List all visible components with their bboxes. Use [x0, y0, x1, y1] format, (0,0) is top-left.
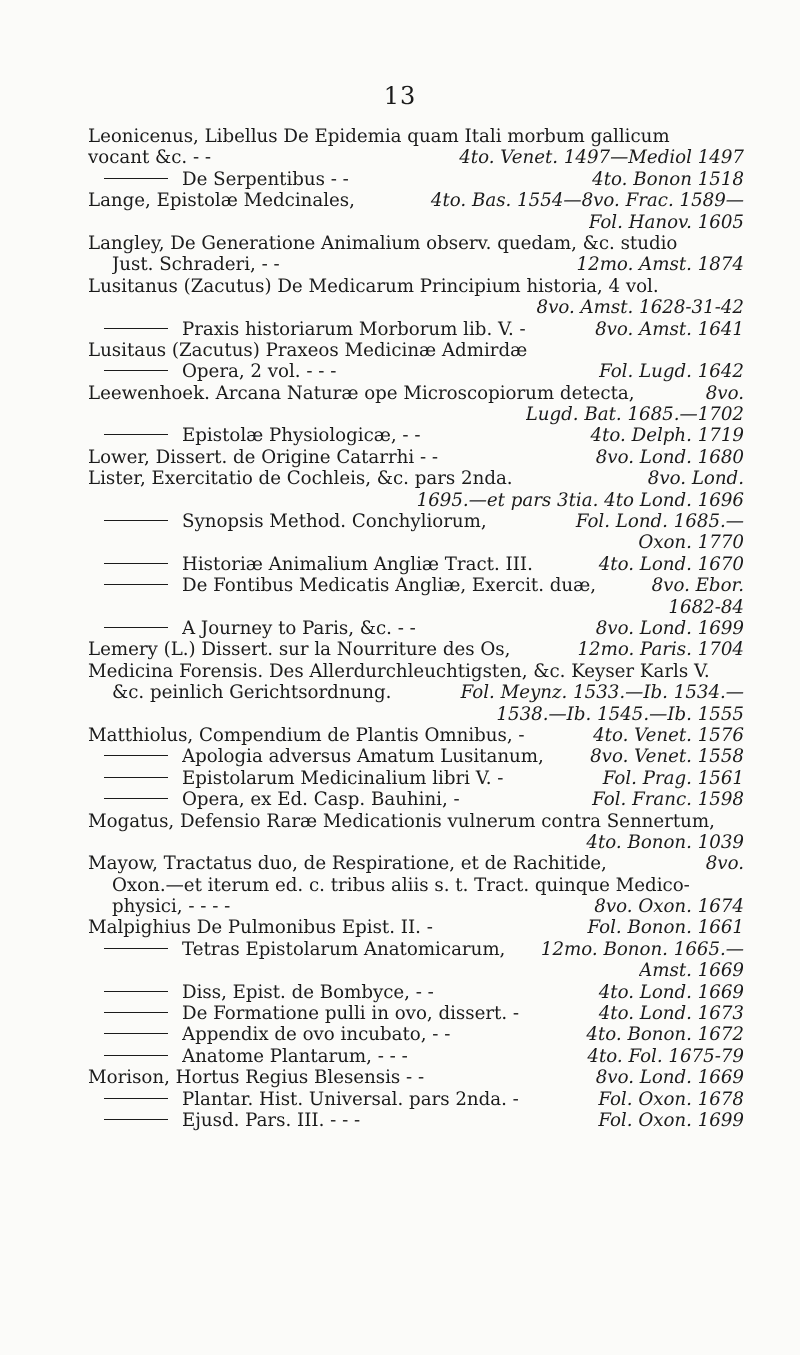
entry-imprint: 4to. Bonon. 1039	[586, 831, 744, 853]
entry-imprint: Fol. Oxon. 1699	[598, 1109, 744, 1131]
entry-title: Lemery (L.) Dissert. sur la Nourriture des Os,	[88, 639, 511, 661]
bibliography-line	[88, 147, 744, 168]
entry-title: Lusitaus (Zacutus) Praxeos Medicinæ Admirdæ	[88, 339, 528, 361]
entry-title: A Journey to Paris, &c. - -	[182, 617, 416, 639]
bibliography-line	[88, 319, 744, 340]
bibliography-line	[88, 639, 744, 660]
bibliography-line	[88, 725, 744, 746]
entry-title: Opera, 2 vol. - - -	[182, 361, 337, 383]
bibliography-line	[88, 853, 744, 874]
ditto-dash	[104, 627, 168, 628]
entry-title: Just. Schraderi, - -	[112, 254, 280, 276]
page-number: 13	[383, 82, 417, 110]
entry-imprint: 8vo. Amst. 1641	[595, 318, 744, 340]
entry-imprint: Fol. Prag. 1561	[602, 767, 744, 789]
bibliography-line	[88, 746, 744, 767]
entry-imprint-continued: 1538.—Ib. 1545.—Ib. 1555	[496, 703, 744, 725]
entry-title: Diss, Epist. de Bombyce, - -	[182, 981, 434, 1003]
bibliography-line	[88, 661, 744, 682]
entry-imprint-continued: Amst. 1669	[639, 960, 744, 982]
entry-imprint: Fol. Meynz. 1533.—Ib. 1534.—	[460, 682, 744, 704]
entry-title: Praxis historiarum Morborum lib. V. -	[182, 318, 526, 340]
ditto-dash	[104, 777, 168, 778]
entry-title: &c. peinlich Gerichtsordnung.	[112, 682, 392, 704]
bibliography-list	[88, 126, 744, 1131]
bibliography-line	[88, 511, 744, 532]
bibliography-line	[88, 875, 744, 896]
bibliography-line	[88, 340, 744, 361]
bibliography-line	[88, 789, 744, 810]
entry-imprint-continued: Fol. Hanov. 1605	[588, 211, 744, 233]
entry-title: Plantar. Hist. Universal. pars 2nda. -	[182, 1088, 519, 1110]
entry-title: vocant &c. - -	[88, 147, 212, 169]
bibliography-line	[88, 917, 744, 938]
entry-title: Epistolæ Physiologicæ, - -	[182, 425, 421, 447]
entry-title: Lusitanus (Zacutus) De Medicarum Principium historia, 4 vol.	[88, 275, 659, 297]
bibliography-line	[88, 1024, 744, 1045]
entry-imprint: 8vo.	[705, 853, 744, 875]
bibliography-line	[88, 383, 744, 404]
bibliography-line	[88, 254, 744, 275]
bibliography-line	[88, 896, 744, 917]
entry-title: Lower, Dissert. de Origine Catarrhi - -	[88, 446, 439, 468]
entry-title: Synopsis Method. Conchyliorum,	[182, 511, 487, 533]
ditto-dash	[104, 1012, 168, 1013]
bibliography-line	[88, 575, 744, 596]
entry-imprint: 8vo.	[705, 382, 744, 404]
entry-title: Opera, ex Ed. Casp. Bauhini, -	[182, 789, 460, 811]
ditto-dash	[104, 328, 168, 329]
entry-title: De Formatione pulli in ovo, dissert. -	[182, 1003, 520, 1025]
entry-title: Langley, De Generatione Animalium observ. quedam, &c. studio	[88, 232, 678, 254]
entry-imprint: Fol. Lond. 1685.—	[575, 511, 744, 533]
ditto-dash	[104, 520, 168, 521]
ditto-dash	[104, 798, 168, 799]
bibliography-line	[88, 169, 744, 190]
entry-imprint-continued: 1695.—et pars 3tia. 4to Lond. 1696	[416, 489, 744, 511]
entry-imprint: Fol. Bonon. 1661	[587, 917, 744, 939]
ditto-dash	[104, 755, 168, 756]
bibliography-line	[88, 297, 744, 318]
ditto-dash	[104, 370, 168, 371]
bibliography-line	[88, 832, 744, 853]
entry-imprint: 12mo. Amst. 1874	[576, 254, 744, 276]
bibliography-line	[88, 233, 744, 254]
ditto-dash	[104, 178, 168, 179]
entry-title: De Fontibus Medicatis Angliæ, Exercit. duæ,	[182, 575, 597, 597]
bibliography-line	[88, 126, 744, 147]
entry-imprint: 12mo. Paris. 1704	[577, 639, 744, 661]
bibliography-line	[88, 447, 744, 468]
bibliography-line	[88, 404, 744, 425]
entry-imprint: Fol. Lugd. 1642	[599, 361, 744, 383]
entry-title: Ejusd. Pars. III. - - -	[182, 1109, 361, 1131]
entry-imprint: 4to. Delph. 1719	[590, 425, 744, 447]
entry-title: Tetras Epistolarum Anatomicarum,	[182, 938, 506, 960]
bibliography-line	[88, 982, 744, 1003]
bibliography-line	[88, 811, 744, 832]
entry-imprint: 4to. Bonon 1518	[592, 168, 744, 190]
bibliography-line	[88, 939, 744, 960]
bibliography-line	[88, 490, 744, 511]
entry-imprint: 4to. Fol. 1675-79	[587, 1045, 744, 1067]
bibliography-line	[88, 1110, 744, 1131]
entry-title: Mayow, Tractatus duo, de Respiratione, et de Rachitide,	[88, 853, 607, 875]
entry-title: Matthiolus, Compendium de Plantis Omnibus, -	[88, 724, 525, 746]
entry-imprint-continued: 8vo. Amst. 1628-31-42	[536, 297, 744, 319]
entry-imprint: 8vo. Oxon. 1674	[594, 896, 744, 918]
entry-imprint: 4to. Bonon. 1672	[586, 1024, 744, 1046]
entry-title: De Serpentibus - -	[182, 168, 349, 190]
entry-imprint: 4to. Lond. 1670	[598, 553, 744, 575]
ditto-dash	[104, 563, 168, 564]
ditto-dash	[104, 1033, 168, 1034]
entry-title: Oxon.—et iterum ed. c. tribus aliis s. t. Tract. quinque Medico-	[112, 874, 690, 896]
bibliography-line	[88, 1067, 744, 1088]
bibliography-line	[88, 960, 744, 981]
bibliography-line	[88, 190, 744, 211]
bibliography-line	[88, 1046, 744, 1067]
entry-title: Lister, Exercitatio de Cochleis, &c. pars 2nda.	[88, 468, 513, 490]
entry-title: Appendix de ovo incubato, - -	[182, 1024, 451, 1046]
entry-imprint: 12mo. Bonon. 1665.—	[540, 938, 744, 960]
bibliography-line	[88, 468, 744, 489]
entry-imprint-continued: 1682-84	[668, 596, 744, 618]
entry-imprint-continued: Oxon. 1770	[638, 532, 744, 554]
entry-imprint: 8vo. Venet. 1558	[590, 746, 744, 768]
ditto-dash	[104, 584, 168, 585]
ditto-dash	[104, 991, 168, 992]
entry-title: Lange, Epistolæ Medcinales,	[88, 190, 355, 212]
bibliography-line	[88, 1003, 744, 1024]
entry-imprint: 8vo. Lond.	[647, 468, 744, 490]
bibliography-line	[88, 532, 744, 553]
bibliography-line	[88, 1089, 744, 1110]
entry-imprint-continued: Lugd. Bat. 1685.—1702	[525, 404, 744, 426]
entry-imprint: 4to. Lond. 1673	[598, 1003, 744, 1025]
ditto-dash	[104, 948, 168, 949]
ditto-dash	[104, 1055, 168, 1056]
bibliography-line	[88, 768, 744, 789]
bibliography-line	[88, 276, 744, 297]
entry-imprint: 4to. Lond. 1669	[598, 981, 744, 1003]
ditto-dash	[104, 1098, 168, 1099]
entry-title: Epistolarum Medicinalium libri V. -	[182, 767, 504, 789]
entry-imprint: 8vo. Lond. 1669	[595, 1067, 744, 1089]
entry-title: Malpighius De Pulmonibus Epist. II. -	[88, 917, 433, 939]
bibliography-line	[88, 597, 744, 618]
ditto-dash	[104, 434, 168, 435]
entry-title: Leewenhoek. Arcana Naturæ ope Microscopiorum detecta,	[88, 382, 635, 404]
entry-title: Apologia adversus Amatum Lusitanum,	[182, 746, 544, 768]
bibliography-line	[88, 212, 744, 233]
entry-title: Medicina Forensis. Des Allerdurchleuchtigsten, &c. Keyser Karls V.	[88, 660, 710, 682]
entry-imprint: Fol. Oxon. 1678	[598, 1088, 744, 1110]
bibliography-line	[88, 361, 744, 382]
entry-title: Leonicenus, Libellus De Epidemia quam Itali morbum gallicum	[88, 126, 670, 147]
entry-imprint: 4to. Venet. 1497—Mediol 1497	[459, 147, 744, 169]
entry-title: Historiæ Animalium Angliæ Tract. III.	[182, 553, 533, 575]
bibliography-line	[88, 704, 744, 725]
entry-imprint: Fol. Franc. 1598	[592, 789, 744, 811]
entry-imprint: 8vo. Lond. 1680	[595, 446, 744, 468]
bibliography-line	[88, 682, 744, 703]
entry-title: Morison, Hortus Regius Blesensis - -	[88, 1067, 425, 1089]
bibliography-line	[88, 554, 744, 575]
entry-title: Mogatus, Defensio Raræ Medicationis vulnerum contra Sennertum,	[88, 810, 715, 832]
bibliography-line	[88, 618, 744, 639]
bibliography-line	[88, 425, 744, 446]
entry-imprint: 8vo. Lond. 1699	[595, 617, 744, 639]
entry-imprint: 4to. Bas. 1554—8vo. Frac. 1589—	[430, 190, 744, 212]
entry-imprint: 4to. Venet. 1576	[593, 724, 744, 746]
entry-imprint: 8vo. Ebor.	[651, 575, 744, 597]
entry-title: Anatome Plantarum, - - -	[182, 1045, 408, 1067]
ditto-dash	[104, 1119, 168, 1120]
entry-title: physici, - - - -	[112, 896, 231, 918]
